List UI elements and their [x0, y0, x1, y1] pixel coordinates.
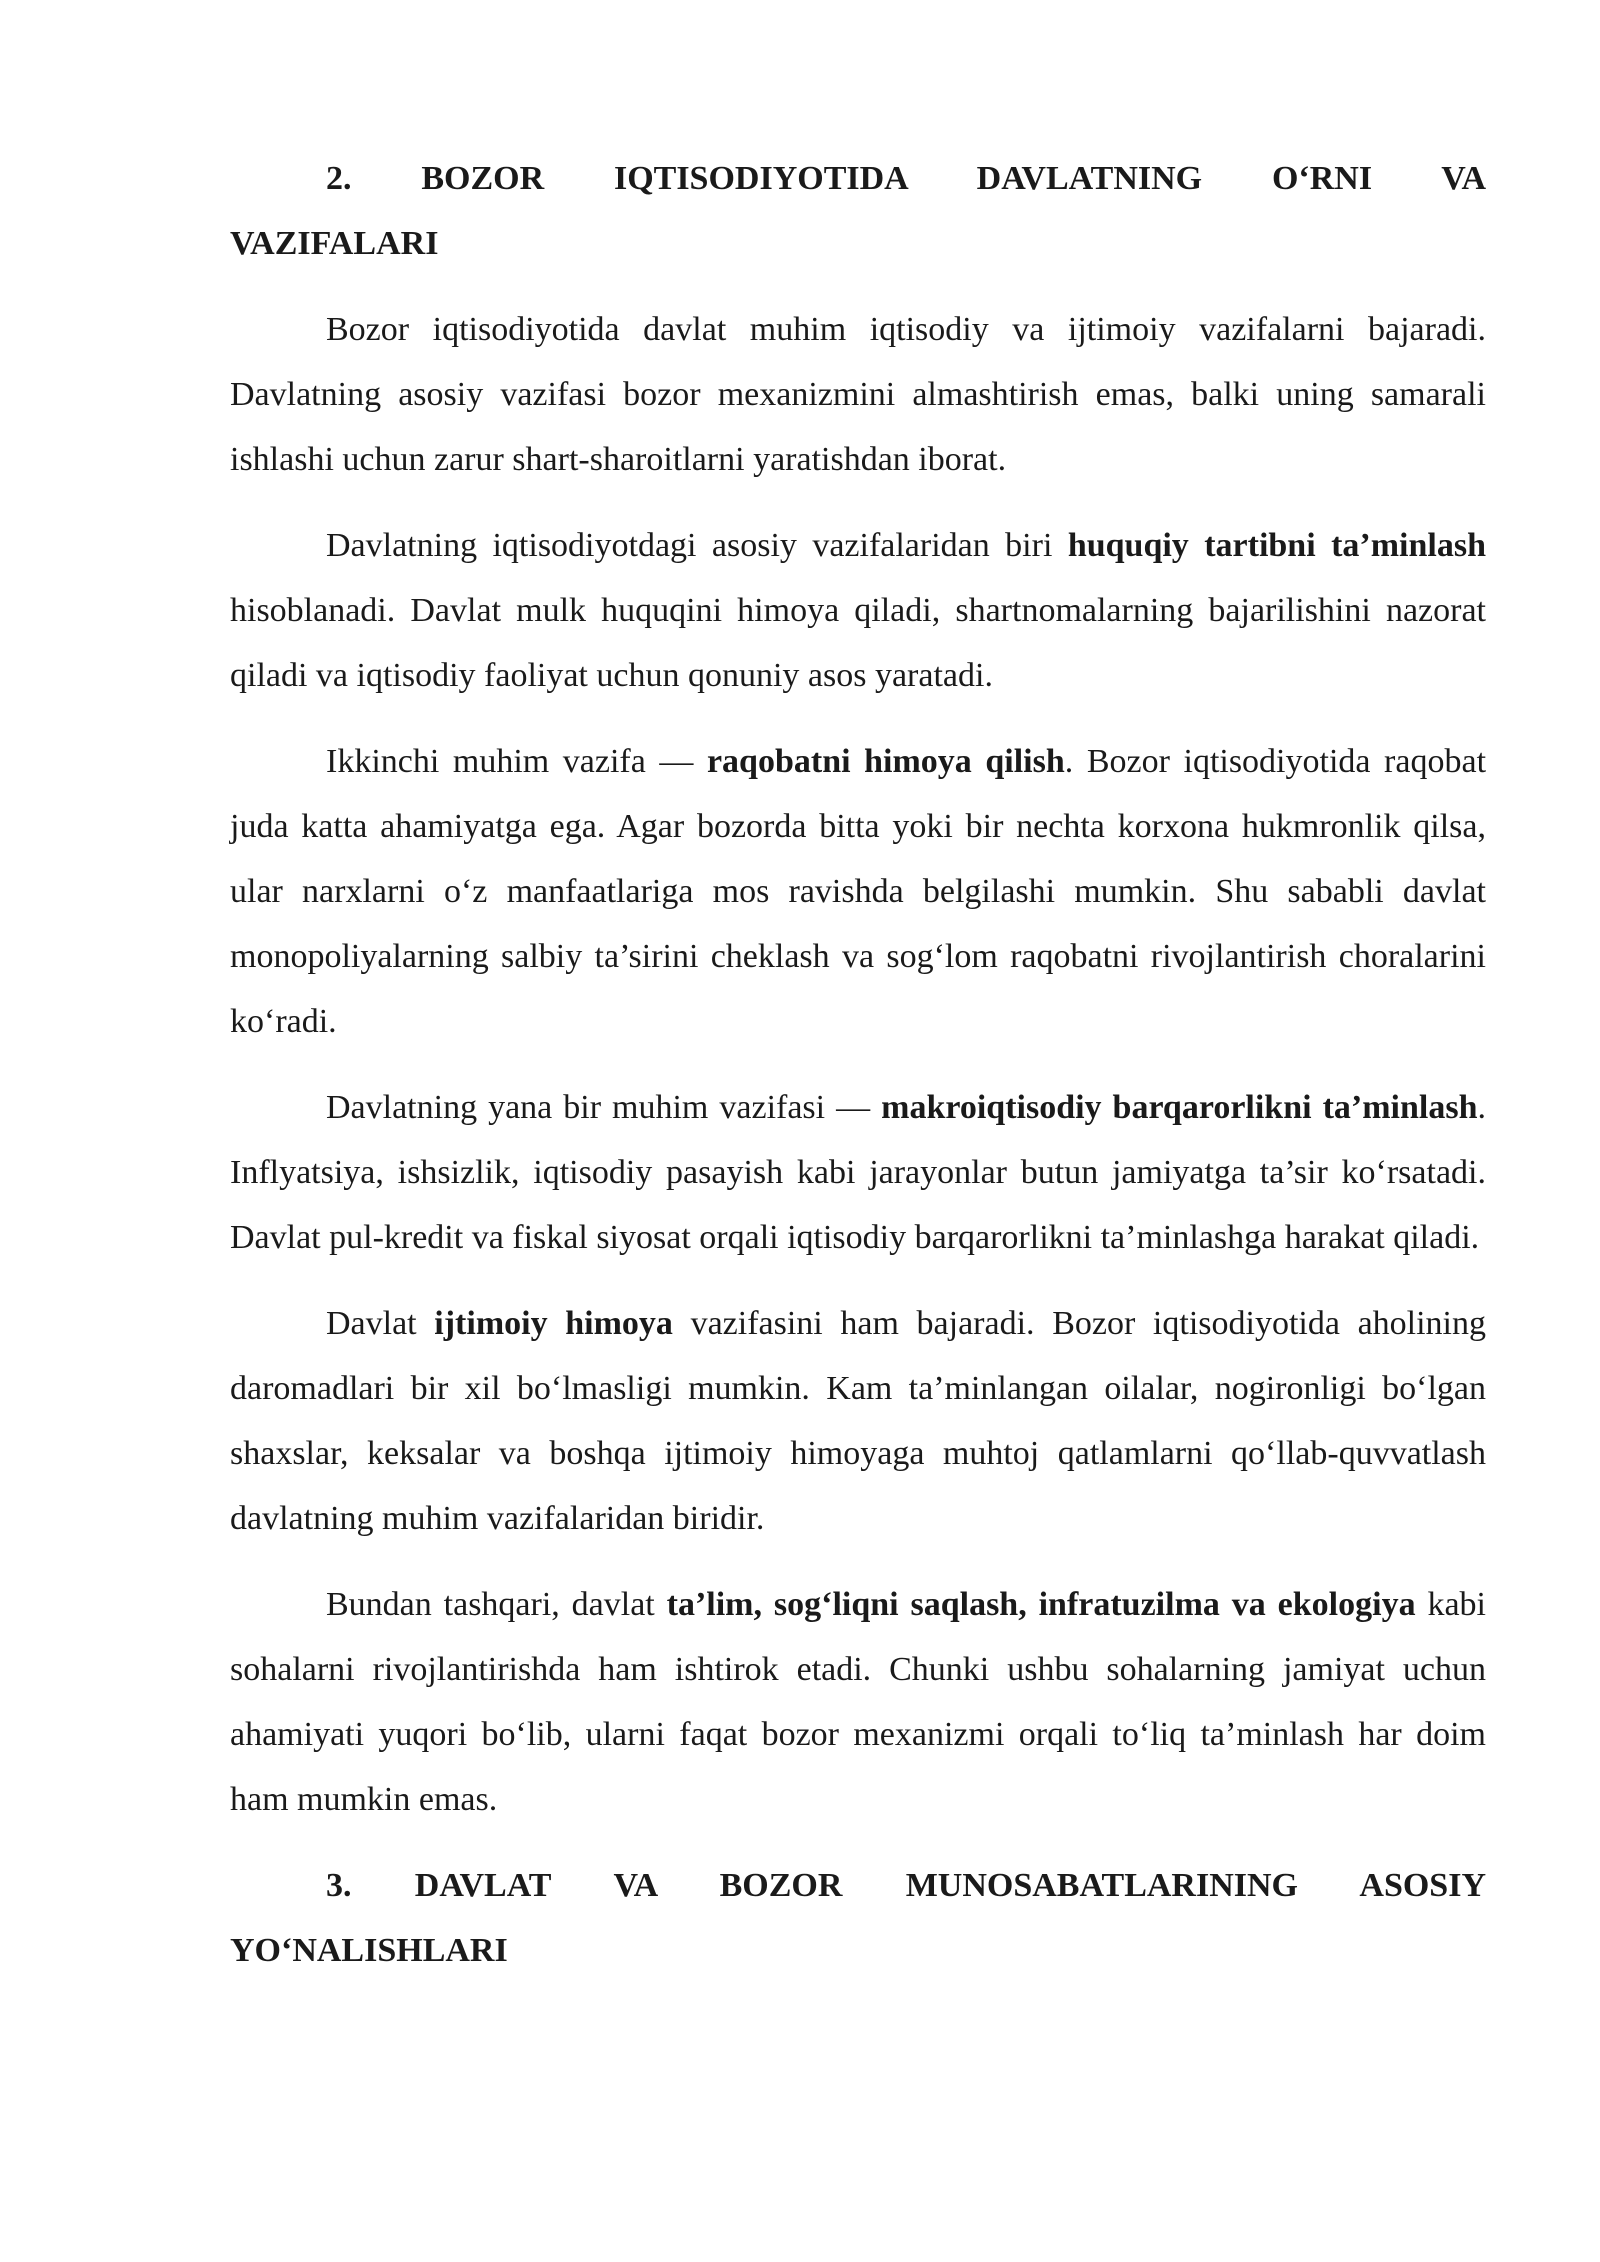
paragraph-6-text-start: Bundan tashqari, davlat [326, 1586, 667, 1623]
document-page [230, 146, 1486, 2004]
paragraph-6-text-end: kabi sohalarni rivojlantirishda ham ishtirok etadi. Chunki ushbu sohalarning jamiyat uchun ahamiyati yuqori bo‘lib, ularni faqat bozor mexanizmi orqali to‘liq ta’minlash har doim ham mumkin emas. [230, 1586, 1487, 1818]
paragraph-5 [230, 1291, 1486, 1551]
paragraph-4-text-start: Davlatning yana bir muhim vazifasi — [326, 1089, 882, 1126]
paragraph-1-text: Bozor iqtisodiyotida davlat muhim iqtisodiy va ijtimoiy vazifalarni bajaradi. Davlatning asosiy vazifasi bozor mexanizmini almashtirish emas, balki uning samarali ishlashi uchun zarur shart-sharoitlarni yaratishdan iborat. [230, 311, 1486, 478]
paragraph-3-text-start: Ikkinchi muhim vazifa — [326, 743, 707, 780]
paragraph-5-text-start: Davlat [326, 1305, 435, 1342]
paragraph-4-emphasis: makroiqtisodiy barqarorlikni ta’minlash [881, 1089, 1478, 1126]
section-heading-3-line2: YO‘NALISHLARI [230, 1932, 508, 1969]
paragraph-2-text-end: hisoblanadi. Davlat mulk huquqini himoya qiladi, shartnomalarning bajarilishini nazorat qiladi va iqtisodiy faoliyat uchun qonuniy asos yaratadi. [230, 592, 1486, 694]
paragraph-3-text-end: . Bozor iqtisodiyotida raqobat juda katta ahamiyatga ega. Agar bozorda bitta yoki bir nechta korxona hukmronlik qilsa, ular narxlarni o‘z manfaatlariga mos ravishda belgilashi mumkin. Shu sababli davlat monopoliyalarning salbiy ta’sirini cheklash va sog‘lom raqobatni rivojlantirish choralarini ko‘radi. [230, 743, 1487, 1040]
paragraph-6 [230, 1572, 1486, 1832]
section-heading-2-line1: 2. BOZOR IQTISODIYOTIDA DAVLATNING O‘RNI VA [326, 160, 1486, 197]
paragraph-4-text-end: . Inflyatsiya, ishsizlik, iqtisodiy pasayish kabi jarayonlar butun jamiyatga ta’sir ko‘rsatadi. Davlat pul-kredit va fiskal siyosat orqali iqtisodiy barqarorlikni ta’minlashga harakat qiladi. [230, 1089, 1486, 1256]
paragraph-4 [230, 1075, 1486, 1270]
paragraph-5-text-end: vazifasini ham bajaradi. Bozor iqtisodiyotida aholining daromadlari bir xil bo‘lmasligi mumkin. Kam ta’minlangan oilalar, nogironligi bo‘lgan shaxslar, keksalar va boshqa ijtimoiy himoyaga muhtoj qatlamlarni qo‘llab-quvvatlash davlatning muhim vazifalaridan biridir. [230, 1305, 1486, 1537]
paragraph-3-emphasis: raqobatni himoya qilish [706, 743, 1065, 780]
section-heading-2 [230, 146, 1486, 276]
section-heading-3-line1: 3. DAVLAT VA BOZOR MUNOSABATLARINING ASOSIY [326, 1867, 1486, 1904]
paragraph-3 [230, 729, 1486, 1054]
paragraph-1 [230, 297, 1486, 492]
section-heading-3 [230, 1853, 1486, 1983]
paragraph-5-emphasis: ijtimoiy himoya [434, 1305, 673, 1342]
paragraph-2-text-start: Davlatning iqtisodiyotdagi asosiy vazifalaridan biri [326, 527, 1068, 564]
paragraph-6-emphasis: ta’lim, sog‘liqni saqlash, infratuzilma va ekologiya [666, 1586, 1416, 1623]
paragraph-2-emphasis: huquqiy tartibni ta’minlash [1067, 527, 1486, 564]
section-heading-2-line2: VAZIFALARI [230, 225, 439, 262]
paragraph-2 [230, 513, 1486, 708]
